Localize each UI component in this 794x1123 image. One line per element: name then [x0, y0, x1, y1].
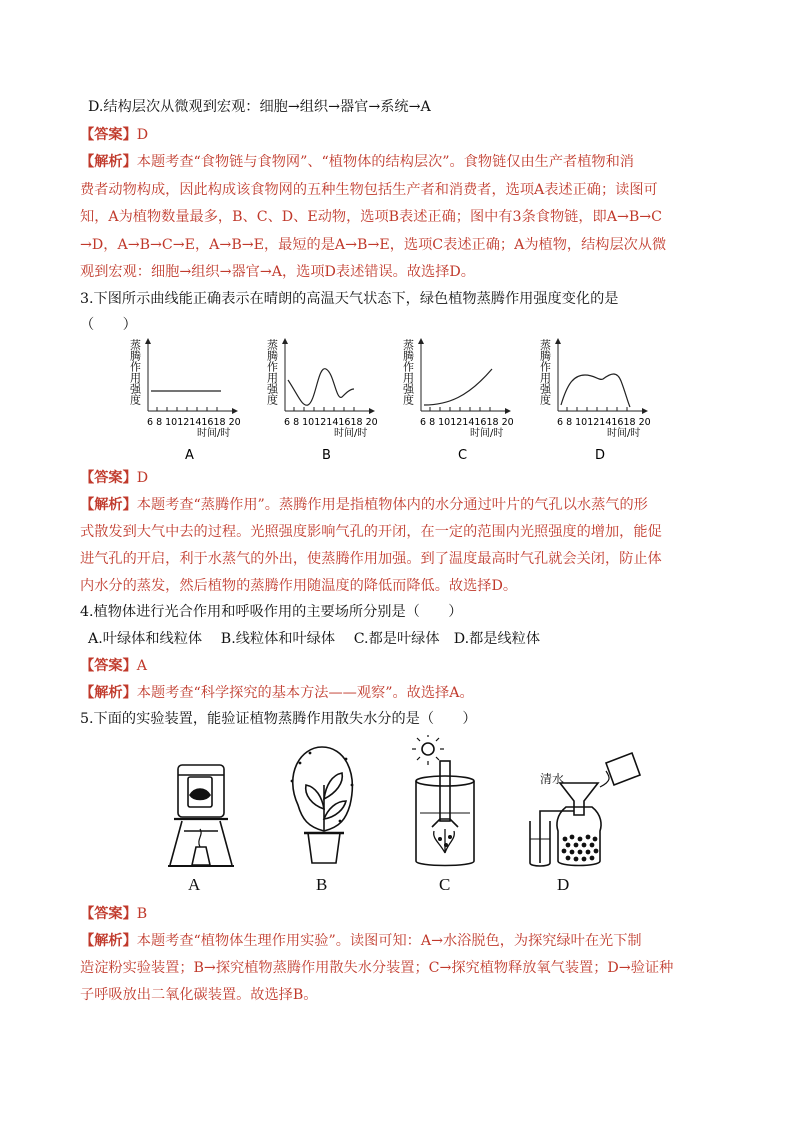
q3-answer: [80, 469, 148, 487]
water-label: 清水: [540, 772, 565, 786]
figure-label: A: [188, 875, 201, 894]
q2-analysis-line: 费者动物构成，因此构成该食物网的五种生物包括生产者和消费者，选项A表述正确；读图可: [80, 182, 658, 198]
answer-value: D: [136, 127, 149, 143]
x-axis-label: 时间/时: [470, 428, 504, 439]
q3-charts: [0, 335, 794, 465]
q4-options: A.叶绿体和线粒体 B.线粒体和叶绿体 C.都是叶绿体 D.都是线粒体: [88, 631, 541, 647]
answer-value: B: [136, 906, 148, 922]
chart-label: C: [458, 448, 468, 463]
q4-analysis: [80, 684, 474, 702]
q4-stem: 4.植物体进行光合作用和呼吸作用的主要场所分别是（ ）: [80, 604, 463, 620]
answer-tag: 【答案】: [80, 658, 137, 674]
answer-value: D: [136, 470, 149, 486]
q2-option-d: D.结构层次从微观到宏观：细胞→组织→器官→系统→A: [88, 99, 431, 115]
answer-tag: 【答案】: [80, 127, 137, 143]
q3-stem-paren: （ ）: [80, 317, 137, 333]
analysis-tag: 【解析】: [80, 933, 137, 949]
q5-answer: [80, 905, 147, 923]
answer-tag: 【答案】: [80, 470, 137, 486]
analysis-text: 本题考查“食物链与食物网”、“植物体的结构层次”。食物链仅由生产者植物和消: [136, 154, 634, 170]
q4-answer: [80, 657, 147, 675]
q5-stem: 5.下面的实验装置，能验证植物蒸腾作用散失水分的是（ ）: [80, 711, 477, 727]
y-axis-label: 蒸腾作用强度: [128, 339, 142, 405]
chart-a: [129, 338, 241, 463]
figure-label: B: [316, 875, 328, 894]
chart-label: A: [185, 448, 194, 463]
q2-analysis-line: 知，A为植物数量最多，B、C、D、E动物，选项B表述正确；图中有3条食物链，即A→B→C: [80, 209, 663, 225]
x-axis-label: 时间/时: [607, 428, 641, 439]
x-axis-label: 时间/时: [334, 428, 368, 439]
q3-analysis-line: 式散发到大气中去的过程。光照强度影响气孔的开闭，在一定的范围内光照强度的增加，能促: [80, 524, 662, 540]
curve-rising: [424, 369, 492, 405]
q2-answer: [80, 126, 148, 144]
answer-tag: 【答案】: [80, 906, 137, 922]
figure-label: C: [439, 875, 451, 894]
analysis-tag: 【解析】: [80, 497, 137, 513]
apparatus-b: [291, 747, 354, 863]
q5-apparatus-figures: [0, 735, 794, 895]
x-ticks: 6 8 1012141618 20: [147, 417, 241, 428]
q3-stem: 3.下图所示曲线能正确表示在晴朗的高温天气状态下，绿色植物蒸腾作用强度变化的是: [80, 291, 619, 307]
chart-c: [402, 338, 514, 463]
q2-analysis-line: [80, 153, 634, 171]
y-axis-label: 蒸腾作用强度: [401, 339, 415, 405]
chart-d: [539, 338, 651, 463]
chart-b: [266, 338, 378, 463]
x-axis-label: 时间/时: [197, 428, 231, 439]
figure-label: D: [557, 875, 570, 894]
q5-analysis-line: [80, 932, 642, 950]
q3-analysis-line: 内水分的蒸发，然后植物的蒸腾作用随温度的降低而降低。故选择D。: [80, 578, 518, 594]
apparatus-d: [530, 753, 640, 866]
apparatus-a: [168, 765, 234, 866]
y-axis-label: 蒸腾作用强度: [265, 339, 279, 405]
analysis-tag: 【解析】: [80, 685, 137, 701]
x-ticks: 6 8 1012141618 20: [420, 417, 514, 428]
x-ticks: 6 8 1012141618 20: [557, 417, 651, 428]
q3-analysis-line: 进气孔的开启，利于水蒸气的外出，使蒸腾作用加强。到了温度最高时气孔就会关闭，防止体: [80, 551, 662, 567]
analysis-text: 本题考查“植物体生理作用实验”。读图可知：A→水浴脱色，为探究绿叶在光下制: [136, 933, 642, 949]
q5-analysis-line: 子呼吸放出二氧化碳装置。故选择B。: [80, 987, 318, 1003]
chart-label: B: [322, 448, 331, 463]
q5-analysis-line: 造淀粉实验装置；B→探究植物蒸腾作用散失水分装置；C→探究植物释放氧气装置；D→验证种: [80, 960, 674, 976]
analysis-text: 本题考查“科学探究的基本方法——观察”。故选择A。: [136, 685, 474, 701]
x-ticks: 6 8 1012141618 20: [284, 417, 378, 428]
analysis-tag: 【解析】: [80, 154, 137, 170]
chart-label: D: [595, 448, 606, 463]
curve-wave: [288, 369, 354, 406]
q2-analysis-line: 观到宏观：细胞→组织→器官→A，选项D表述错误。故选择D。: [80, 264, 475, 280]
q3-analysis-line: [80, 496, 648, 514]
apparatus-c: [412, 735, 474, 866]
analysis-text: 本题考查“蒸腾作用”。蒸腾作用是指植物体内的水分通过叶片的气孔以水蒸气的形: [136, 497, 648, 513]
answer-value: A: [136, 658, 148, 674]
q2-analysis-line: →D，A→B→C→E，A→B→E，最短的是A→B→E，选项C表述正确；A为植物，结构层次从微: [80, 237, 667, 253]
curve-double-peak: [561, 374, 630, 407]
y-axis-label: 蒸腾作用强度: [538, 339, 552, 405]
